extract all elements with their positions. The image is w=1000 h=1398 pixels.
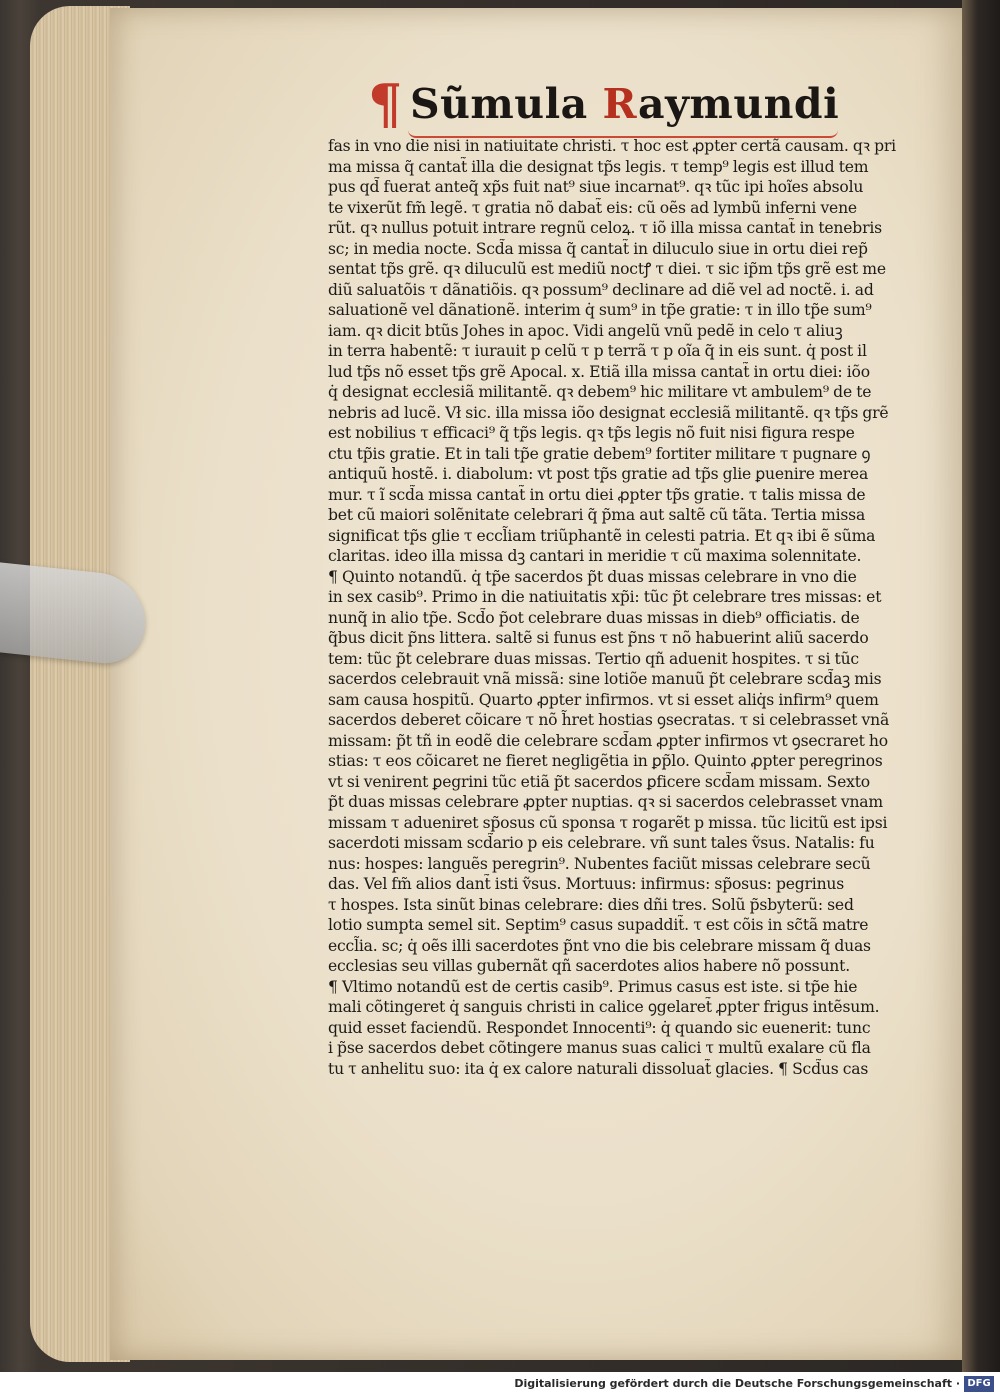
text-line: iam. qꝛ dicit btũs Johes in apoc. Vidi angelũ vnũ pedẽ in celo τ aliuꝫ bbox=[328, 321, 843, 340]
body-text bbox=[328, 136, 910, 1079]
heading-red-initial: R bbox=[602, 80, 639, 128]
text-line: saluationẽ vel dãnationẽ. interim q̇ sum⁹ in tp̃e gratie: τ in illo tp̃e sum⁹ bbox=[328, 301, 872, 319]
text-line: sacerdos celebrauit vnã missã: sine lotiõe manuũ p̃t celebrare scd̃aꝫ mis bbox=[328, 670, 882, 688]
text-line: significat tp̃s glie τ eccl̃iam triũphantẽ in celesti patria. Et qꝛ ibi ẽ sũma bbox=[328, 526, 876, 545]
text-line: mali cõtingeret q̇ sanguis christi in calice ꝯgelaret̃ ꝓpter frigus intẽsum. bbox=[328, 998, 880, 1016]
footer-bar bbox=[0, 1372, 1000, 1398]
text-line: in sex casib⁹. Primo in die natiuitatis xp̃i: tũc p̃t celebrare tres missas: et bbox=[328, 588, 882, 606]
text-line: ecclesias seu villas gubernãt qñ sacerdotes alios habere nõ possunt. bbox=[328, 957, 850, 975]
text-line: nunq̃ in alio tp̃e. Scd̃o p̃ot celebrare duas missas in dieb⁹ officiatis. de bbox=[328, 608, 860, 627]
heading-part-b: aymundi bbox=[638, 80, 840, 128]
text-line: sam causa hospitũ. Quarto ꝓpter infirmos. vt si esset aliq̇s infirm⁹ quem bbox=[328, 690, 879, 709]
text-line: ma missa q̃ cantat̃ illa die designat tp̃s legis. τ temp⁹ legis est illud tem bbox=[328, 157, 869, 176]
heading-part-a: ũmula bbox=[440, 80, 603, 128]
heading-initial: S bbox=[410, 80, 441, 128]
text-line: sacerdoti missam scd̃ario p eis celebrare. vñ sunt tales ṽsus. Natalis: fu bbox=[328, 834, 875, 852]
text-line: lotio sumpta semel sit. Septim⁹ casus supaddit̃. τ est cõis in sc̃tã matre bbox=[328, 916, 869, 934]
text-line: antiquũ hostẽ. i. diabolum: vt post tp̃s gratie ad tp̃s glie ꝑuenire merea bbox=[328, 465, 869, 483]
text-line: bet cũ maiori solẽnitate celebrari q̃ p̃ma aut saltẽ cũ tãta. Tertia missa bbox=[328, 506, 866, 524]
running-heading bbox=[368, 70, 838, 142]
text-line: tem: tũc p̃t celebrare duas missas. Tertio qñ aduenit hospites. τ si tũc bbox=[328, 649, 859, 668]
text-line: ctu tp̃is gratie. Et in tali tp̃e gratie debem⁹ fortiter militare τ pugnare ꝯ bbox=[328, 444, 871, 463]
text-line: i p̃se sacerdos debet cõtingere manus suas calici τ multũ exalare cũ fla bbox=[328, 1039, 871, 1057]
text-line: q̃bus dicit p̃ns littera. saltẽ si funus est p̃ns τ nõ habuerint aliũ sacerdo bbox=[328, 629, 869, 647]
dfg-logo: DFG bbox=[964, 1376, 994, 1392]
text-line: q̇ designat ecclesiã militantẽ. qꝛ debem⁹ hic militare vt ambulem⁹ de te bbox=[328, 383, 872, 401]
text-line: ¶ Quinto notandũ. q̇ tp̃e sacerdos p̃t duas missas celebrare in vno die bbox=[328, 567, 857, 586]
text-line: claritas. ideo illa missa dꝫ cantari in meridie τ cũ maxima solennitate. bbox=[328, 547, 862, 565]
text-line: tu τ anhelitu suo: ita q̇ ex calore naturali dissoluat̃ glacies. ¶ Scd̃us cas bbox=[328, 1059, 869, 1078]
text-line: nus: hospes: languẽs peregrin⁹. Nubentes faciũt missas celebrare secũ bbox=[328, 854, 871, 873]
book-cover-edge bbox=[962, 0, 1000, 1372]
text-line: p̃t duas missas celebrare ꝓpter nuptias. qꝛ si sacerdos celebrasset vnam bbox=[328, 793, 883, 811]
text-line: vt si venirent ꝑegrini tũc etiã p̃t sacerdos ꝑficere scd̃am missam. Sexto bbox=[328, 772, 870, 791]
text-line: τ hospes. Ista sinũt binas celebrare: dies dñi tres. Solũ p̃sbyterũ: sed bbox=[328, 895, 854, 914]
text-line: quid esset faciendũ. Respondet Innocenti⁹: q̇ quando sic euenerit: tunc bbox=[328, 1018, 871, 1037]
funding-credit: Digitalisierung gefördert durch die Deutsche Forschungsgemeinschaft · bbox=[514, 1377, 960, 1390]
text-line: diũ saluatõis τ dãnatiõis. qꝛ possum⁹ declinare ad diẽ vel ad noctẽ. i. ad bbox=[328, 280, 874, 299]
text-line: pus qd̃ fuerat anteq̃ xp̃s fuit nat⁹ siue incarnat⁹. qꝛ tũc ipi hoĩes absolu bbox=[328, 178, 864, 196]
text-line: sc; in media nocte. Scd̃a missa q̃ cantat̃ in diluculo siue in ortu diei rep̃ bbox=[328, 239, 868, 258]
text-line: rũt. qꝛ nullus potuit intrare regnũ celoꝝ. τ iõ illa missa cantat̃ in tenebris bbox=[328, 219, 882, 237]
text-line: eccl̃ia. sc; q̇ oẽs illi sacerdotes p̃nt vno die bis celebrare missam q̃ duas bbox=[328, 936, 871, 955]
text-line: mur. τ ĩ scd̃a missa cantat̃ in ortu diei ꝓpter tp̃s gratie. τ talis missa de bbox=[328, 485, 866, 504]
text-line: sentat tp̃s grẽ. qꝛ diluculũ est mediũ noctꝭ τ diei. τ sic ip̃m tp̃s grẽ est me bbox=[328, 260, 886, 278]
text-line: das. Vel fm̃ alios dant̃ isti ṽsus. Mortuus: infirmus: sp̃osus: pegrinus bbox=[328, 875, 845, 893]
text-line: missam τ adueniret sp̃osus cũ sponsa τ rogarẽt p missa. tũc licitũ est ipsi bbox=[328, 813, 888, 832]
text-line: stias: τ eos cõicaret ne fieret negligẽtia in ꝑp̃lo. Quinto ꝓpter peregrinos bbox=[328, 752, 883, 770]
text-line: ¶ Vltimo notandũ est de certis casib⁹. Primus casus est iste. si tp̃e hie bbox=[328, 977, 858, 996]
text-line: te vixerũt fm̃ legẽ. τ gratia nõ dabat̃ eis: cũ oẽs ad lymbũ inferni vene bbox=[328, 198, 857, 217]
text-line: sacerdos deberet cõicare τ nõ h̃ret hostias ꝯsecratas. τ si celebrasset vnã bbox=[328, 711, 890, 729]
rubric-pilcrow-icon: ¶ bbox=[368, 72, 403, 136]
text-line: fas in vno die nisi in natiuitate christi. τ hoc est ꝓpter certã causam. qꝛ pri bbox=[328, 137, 896, 155]
text-line: missam: p̃t tñ in eodẽ die celebrare scd̃am ꝓpter infirmos vt ꝯsecraret ho bbox=[328, 731, 888, 750]
heading-text bbox=[410, 76, 839, 132]
text-line: in terra habentẽ: τ iurauit p celũ τ p terrã τ p oĩa q̃ in eis sunt. q̇ post il bbox=[328, 342, 867, 360]
text-line: nebris ad lucẽ. Vł sic. illa missa iõo designat ecclesiã militantẽ. qꝛ tp̃s grẽ bbox=[328, 403, 889, 422]
text-line: lud tp̃s nõ esset tp̃s grẽ Apocal. x. Etiã illa missa cantat̃ in ortu diei: iõo bbox=[328, 362, 870, 381]
text-line: est nobilius τ efficaci⁹ q̃ tp̃s legis. qꝛ tp̃s legis nõ fuit nisi figura respe bbox=[328, 424, 855, 442]
